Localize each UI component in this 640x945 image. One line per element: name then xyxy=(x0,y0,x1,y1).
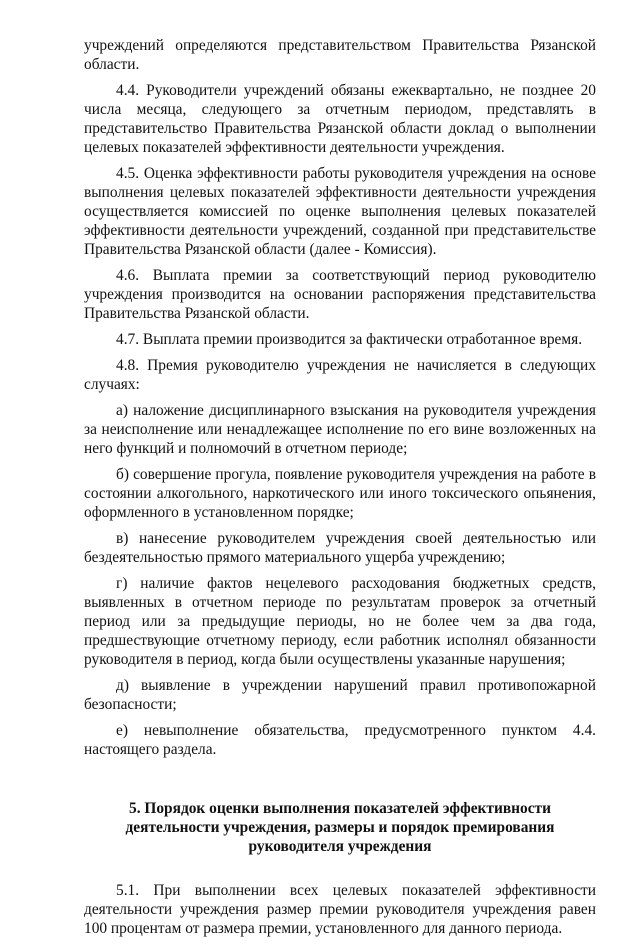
paragraph-4-7: 4.7. Выплата премии производится за фактически отработанное время. xyxy=(116,331,583,348)
paragraph-4-4: 4.4. Руководители учреждений обязаны ежеквартально, не позднее 20 числа месяца, следующего за отчетным периодом, представлять в представительство Правительства Рязанской области доклад о выполнении целевых показателей эффективности деятельности учреждения. xyxy=(84,82,596,156)
list-item-d: д) выявление в учреждении нарушений правил противопожарной безопасности; xyxy=(84,677,596,713)
section-title-line: деятельности учреждения, размеры и порядок премирования xyxy=(125,819,555,836)
section-title-line: 5. Порядок оценки выполнения показателей эффективности xyxy=(129,800,551,817)
list-item-v: в) нанесение руководителем учреждения своей деятельностью или бездеятельностью прямого материального ущерба учреждению; xyxy=(84,530,596,566)
document-page xyxy=(84,36,596,945)
section-5-title xyxy=(84,799,596,856)
section-title-line: руководителя учреждения xyxy=(248,838,432,855)
paragraph-4-5: 4.5. Оценка эффективности работы руководителя учреждения на основе выполнения целевых показателей эффективности деятельности учреждения осуществляется комиссией по оценке выполнения целевых показателей эффективности деятельности учреждений, созданной при представительстве Правительства Рязанской области (далее - Комиссия). xyxy=(84,165,596,258)
paragraph-continuation: учреждений определяются представительством Правительства Рязанской области. xyxy=(84,37,596,73)
paragraph-5-1: 5.1. При выполнении всех целевых показателей эффективности деятельности учреждения размер премии руководителя учреждения равен 100 процентам от размера премии, установленного для данного периода. xyxy=(84,882,596,937)
list-item-a: а) наложение дисциплинарного взыскания на руководителя учреждения за неисполнение или ненадлежащее исполнение по его вине возложенных на него функций и полномочий в отчетном периоде; xyxy=(84,402,596,457)
list-item-b: б) совершение прогула, появление руководителя учреждения на работе в состоянии алкогольного, наркотического или иного токсического опьянения, оформленного в установленном порядке; xyxy=(84,466,596,521)
list-item-g: г) наличие фактов нецелевого расходования бюджетных средств, выявленных в отчетном периоде по результатам проверок за отчетный период или за предыдущие периоды, но не более чем за два года, предшествующие отчетному периоду, если работник исполнял обязанности руководителя в период, когда были осуществлены указанные нарушения; xyxy=(84,575,596,668)
paragraph-4-6: 4.6. Выплата премии за соответствующий период руководителю учреждения производится на основании распоряжения представительства Правительства Рязанской области. xyxy=(84,267,596,322)
paragraph-4-8: 4.8. Премия руководителю учреждения не начисляется в следующих случаях: xyxy=(84,357,596,393)
list-item-e: е) невыполнение обязательства, предусмотренного пунктом 4.4. настоящего раздела. xyxy=(84,722,596,758)
